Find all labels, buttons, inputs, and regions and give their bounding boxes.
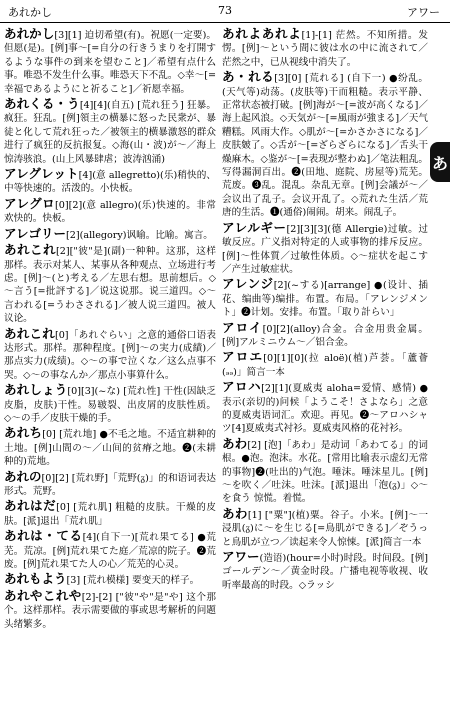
dictionary-entry: [4, 499, 216, 528]
dictionary-entry: [222, 350, 428, 379]
dictionary-entry: [4, 197, 216, 226]
entry-headword: あわ: [222, 435, 248, 451]
entry-definition: [0] [荒れ地] ●不毛之地。不适宜耕种的土地。[例]山間の～／山间的贫瘠之地。❷(未耕种的)荒地。: [4, 429, 216, 468]
entry-definition: [0][1][0](拉 aloë)(植)芦荟。「蘆薈(ₔₔ)」简言一本: [222, 353, 428, 378]
entry-headword: あれもよう: [4, 571, 67, 587]
entry-definition: [3][1] 迫切希望(有)。祝愿(一定要)。但愿(是)。[例]事～[=自分の行きうまりを打開するような事件の到来を望むこと]／希望有点什么事。唯恐不发生什么事。唯恐天下不乱。◇幸～[=幸福であるようにと祈ること]／祈愿幸福。: [4, 30, 216, 95]
dictionary-entry: [4, 167, 216, 196]
entry-headword: あわ: [222, 505, 248, 521]
entry-definition: [0][3](~な) [荒れ性] 干性(因缺乏皮脂，皮肤)干性。易皲裂、出皮屑的皮肤性质。◇～の手／皮肤干燥的手。: [4, 386, 216, 424]
entry-definition: [2] [泡]「あわ」是动词「あわてる」的词根。●泡。泡沫。水花。[常用比喻表示虚幻无常的事物]❷(吐出的)气泡。唾沫。唾沫星儿。[例]～を吹く／吐沫。吐沫。[派]退出「泡(ᵹ)」◇～を食う 惊慌。着慌。: [222, 439, 428, 505]
dictionary-entry: [222, 27, 428, 69]
entry-definition: [2][1](夏威夷 aloha=爱情、感情) ●表示(亲切的)问候「ようこそ！さよなら」之意的夏威夷语词汇。欢迎。再见。❷～アロハシャツ[4]夏威夷式衬衫。夏威夷风格的花衬衫。: [222, 383, 428, 435]
entry-headword: あれくる・う: [4, 96, 80, 112]
entry-definition: [3][0] [荒れる] (自下一) ●纷乱。(天气等)动荡。(皮肤等)干而粗糙。表示平静、正常状态被打破。[例]海が～[=波が高くなる]／海上起风浪。◇天気が～[=風雨が強まる]／天气糟糕。风雨大作。◇肌が～[=かさかさになる]／皮肤皴了。◇舌が～[=ざらざらになる]／舌头干燥麻木。◇鉴が～[=表现が整わぬ]／笔法粗乱。写得漏洞百出。❷(田地、庭院、房屋等)荒芜。荒废。❸乱。混乱。杂乱无章。[例]会議が～／会议出了乱子。会议开乱了。◇荒れた生活／荒唐的生活。❶(通俗)闹闹。胡来。闹乱子。: [222, 73, 428, 219]
entry-headword: あれよあれよ: [222, 26, 302, 41]
entry-headword: アレゴリー: [4, 225, 67, 241]
entry-definition: [0][2] [荒れ野]「荒野(ᵹ)」的和语词表达形式。荒野。: [4, 472, 216, 497]
dictionary-entry: [4, 589, 216, 631]
header-right-guide-word: アワー: [407, 6, 440, 19]
entry-headword: あれこれ: [4, 242, 56, 258]
dictionary-entry: [222, 550, 428, 592]
running-header: [0, 0, 450, 23]
entry-definition: [2]-[2] ["彼"や"是"や] 这个那个。这样那样。表示需要做的事或思考解析的问题头绪繁多。: [4, 591, 216, 630]
entry-headword: あれやこれや: [4, 587, 82, 603]
dictionary-entry: [4, 97, 216, 166]
entry-definition: [2][3][3](德 Allergie)过敏。过敏反应。广义指对特定的人或事物的排斥反应。[例]～性体質／过敏性体质。◇～症状を起こす／产生过敏症状。: [222, 223, 428, 275]
dictionary-entry: [222, 380, 428, 436]
entry-definition: [3] [荒れ模様] 要变天的样子。: [66, 575, 200, 587]
left-column: [4, 27, 216, 632]
entry-headword: あれはだ: [4, 498, 57, 514]
entry-definition: [1] ["粟"](植)粟。谷子。小米。[例]～一浸肌(ᵹ)に～を生じる[=鳥肌ができる]／ぞうっと鳥肌が立つ／读起来令人惊悚。[派]简言一本: [222, 509, 428, 548]
entry-definition: [4][4](自五) [荒れ狂う] 狂暴。疯狂。狂乱。[例]領主の横暴に怒った民衆が、暴徒と化して荒れ狂った／被领主的横暴激怒的群众进行了疯狂的反抗报复。◇海(山・波)が～／海上惊涛骇浪。(山上风暴肆虐；波涛汹涌): [4, 100, 216, 165]
entry-headword: アレンジ: [222, 276, 274, 292]
dictionary-entry: [222, 277, 428, 319]
entry-definition: [4](自下一)[荒れ果てる] ●荒芜。荒凉。[例]荒れ果てた庭／荒凉的院子。❷荒废。[例]荒れ果てた人の心／荒芜的心灵。: [4, 532, 216, 571]
dictionary-entry: [222, 221, 428, 277]
entry-headword: アレグレット: [4, 166, 79, 182]
dictionary-entry: [4, 243, 216, 325]
entry-definition: (造语)(hour=小时)时段。时间段。[例]ゴールデン～／黄金时段。广播电视等收视、收听率最高的时段。◇ラッシ: [222, 553, 428, 591]
dictionary-entry: [222, 321, 428, 350]
entry-headword: あれち: [4, 425, 43, 441]
entry-definition: [2](~する)[arrange] ●(设计、插花、编曲等)编排。布置。布局。「アレンジメント」❷计划。安排。布置。「取り計らい」: [222, 280, 428, 319]
header-left-guide-word: あれかし: [8, 6, 52, 19]
dictionary-entry: [4, 426, 216, 468]
entry-definition: [1]-[1] 茫然。不知所措。发愣。[例]～という間に彼は水の中に流されて／茫然之中，已从视线中消失了。: [222, 30, 428, 68]
dictionary-entry: [4, 383, 216, 425]
dictionary-entry: [4, 227, 216, 242]
entry-headword: アロエ: [222, 349, 264, 365]
entry-definition: [0][2](意 allegro)(乐)快速的。非常欢快的。快板。: [4, 199, 216, 225]
entry-headword: あれかし: [4, 26, 55, 41]
entry-definition: [0]「あれぐらい」之意的通俗口语表达形式。那样。那种程度。[例]～の実力(成績)／那点实力(成绩)。◇～の事で泣くな／这么点事不哭。◇～の事なんか／那点小事算什么。: [4, 329, 216, 381]
entry-headword: あれしょう: [4, 382, 68, 398]
right-column: [222, 27, 428, 593]
dictionary-entry: [4, 529, 216, 571]
entry-headword: アロハ: [222, 379, 262, 395]
entry-headword: アレルギー: [222, 219, 287, 235]
dictionary-entry: [4, 27, 216, 96]
entry-headword: あれは・てる: [4, 528, 83, 544]
entry-definition: [2](allegory)讽喻。比喻。寓言。: [66, 229, 213, 241]
page-number: 73: [218, 4, 232, 17]
entry-headword: あれこれ: [4, 325, 55, 341]
entry-definition: [2]["彼"是](副)一种种。这那，这样那样。表示对某人、某事从各种观点、立场进行考虑。[例]～(と)考える／左思右想。思前想后。◇～言う[=批評する]／说这说那。说三道四。◇～言われる[=うわさされる]／被人说三道四。被人议论。: [4, 246, 216, 325]
entry-headword: あれの: [4, 468, 42, 484]
entry-definition: [0][2](alloy)合金。合金用贵金属。[例]アルミニウム～／铝合金。: [222, 323, 428, 348]
dictionary-entry: [4, 327, 216, 383]
entry-headword: アレグロ: [4, 195, 56, 211]
dictionary-entry: [4, 470, 216, 499]
entry-headword: アワー: [222, 549, 260, 565]
thumb-index-tab: あ: [430, 142, 450, 182]
dictionary-entry: [222, 437, 428, 506]
entry-headword: あ・れる: [222, 69, 275, 85]
entry-definition: [0] [荒れ肌] 粗糙的皮肤。干燥的皮肤。[派]退出「荒れ肌」: [4, 502, 216, 527]
entry-headword: アロイ: [222, 319, 263, 335]
dictionary-entry: [222, 507, 428, 549]
dictionary-entry: [222, 70, 428, 219]
entry-definition: [4](意 allegretto)(乐)稍快的、中等快速的。活泼的。小快板。: [4, 170, 216, 195]
dictionary-entry: [4, 572, 216, 587]
